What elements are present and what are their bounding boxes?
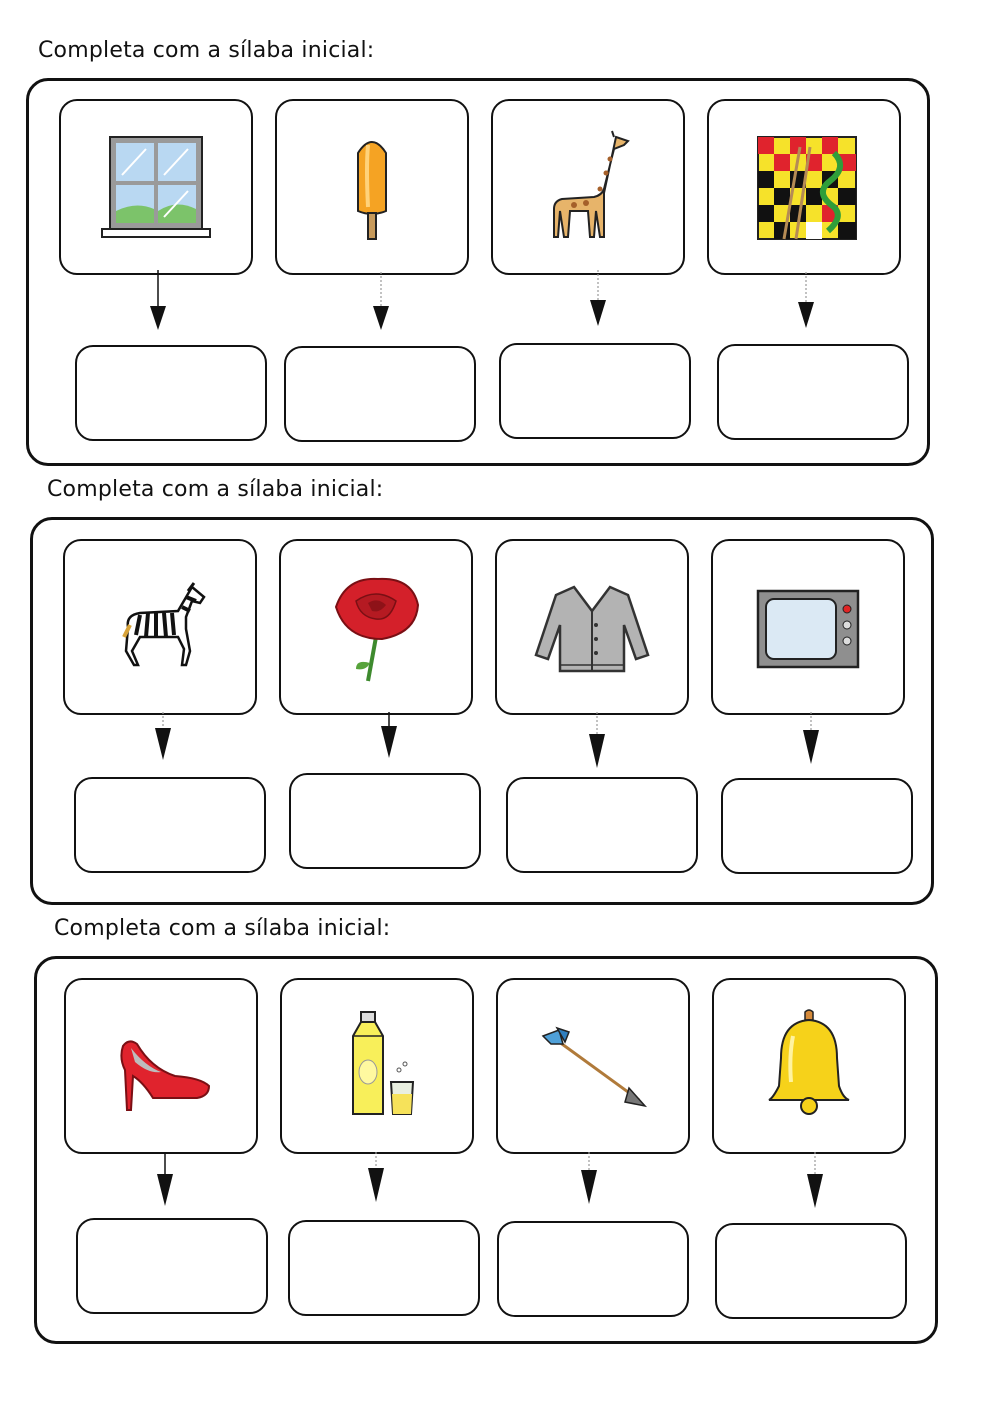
high-heel-shoe-icon	[101, 1006, 221, 1126]
answer-input-window[interactable]	[77, 347, 265, 439]
answer-input-arrow[interactable]	[499, 1223, 687, 1315]
down-arrow-icon	[153, 712, 173, 774]
answer-input-popsicle[interactable]	[286, 348, 474, 440]
bell-icon	[749, 1006, 869, 1126]
picture-card-giraffe	[491, 99, 685, 275]
answer-box[interactable]	[499, 343, 691, 439]
down-arrow-icon	[587, 712, 607, 774]
answer-input-bell[interactable]	[717, 1225, 905, 1317]
television-icon	[748, 567, 868, 687]
popsicle-icon	[312, 127, 432, 247]
snakes-and-ladders-icon	[744, 127, 864, 247]
down-arrow-icon	[796, 272, 816, 334]
cardigan-icon	[532, 567, 652, 687]
answer-box[interactable]	[76, 1218, 268, 1314]
picture-card-popsicle	[275, 99, 469, 275]
answer-input-zebra[interactable]	[76, 779, 264, 871]
answer-box[interactable]	[289, 773, 481, 869]
picture-card-rose	[279, 539, 473, 715]
answer-box[interactable]	[506, 777, 698, 873]
answer-box[interactable]	[284, 346, 476, 442]
answer-box[interactable]	[715, 1223, 907, 1319]
section-3-instruction: Completa com a sílaba inicial:	[54, 916, 391, 941]
answer-box[interactable]	[288, 1220, 480, 1316]
answer-box[interactable]	[497, 1221, 689, 1317]
giraffe-icon	[528, 127, 648, 247]
down-arrow-icon	[148, 270, 168, 332]
down-arrow-icon	[371, 272, 391, 334]
answer-input-rose[interactable]	[291, 775, 479, 867]
answer-box[interactable]	[75, 345, 267, 441]
picture-card-arrow	[496, 978, 690, 1154]
down-arrow-icon	[155, 1152, 175, 1214]
picture-card-snakes-and-ladders	[707, 99, 901, 275]
soda-bottle-icon	[317, 1006, 437, 1126]
section-2-instruction: Completa com a sílaba inicial:	[47, 477, 384, 502]
picture-card-cardigan	[495, 539, 689, 715]
answer-input-soda[interactable]	[290, 1222, 478, 1314]
down-arrow-icon	[579, 1152, 599, 1214]
section-1-instruction: Completa com a sílaba inicial:	[38, 38, 375, 63]
picture-card-shoe	[64, 978, 258, 1154]
answer-input-snakes-and-ladders[interactable]	[719, 346, 907, 438]
window-icon	[96, 127, 216, 247]
picture-card-television	[711, 539, 905, 715]
down-arrow-icon	[366, 1152, 386, 1214]
zebra-icon	[100, 567, 220, 687]
rose-icon	[316, 567, 436, 687]
down-arrow-icon	[588, 270, 608, 332]
picture-card-window	[59, 99, 253, 275]
answer-input-cardigan[interactable]	[508, 779, 696, 871]
answer-box[interactable]	[721, 778, 913, 874]
answer-box[interactable]	[74, 777, 266, 873]
down-arrow-icon	[805, 1152, 825, 1214]
arrow-icon	[533, 1006, 653, 1126]
picture-card-soda	[280, 978, 474, 1154]
down-arrow-icon	[801, 712, 821, 774]
picture-card-bell	[712, 978, 906, 1154]
picture-card-zebra	[63, 539, 257, 715]
answer-input-giraffe[interactable]	[501, 345, 689, 437]
answer-box[interactable]	[717, 344, 909, 440]
answer-input-television[interactable]	[723, 780, 911, 872]
down-arrow-icon	[379, 712, 399, 774]
answer-input-shoe[interactable]	[78, 1220, 266, 1312]
